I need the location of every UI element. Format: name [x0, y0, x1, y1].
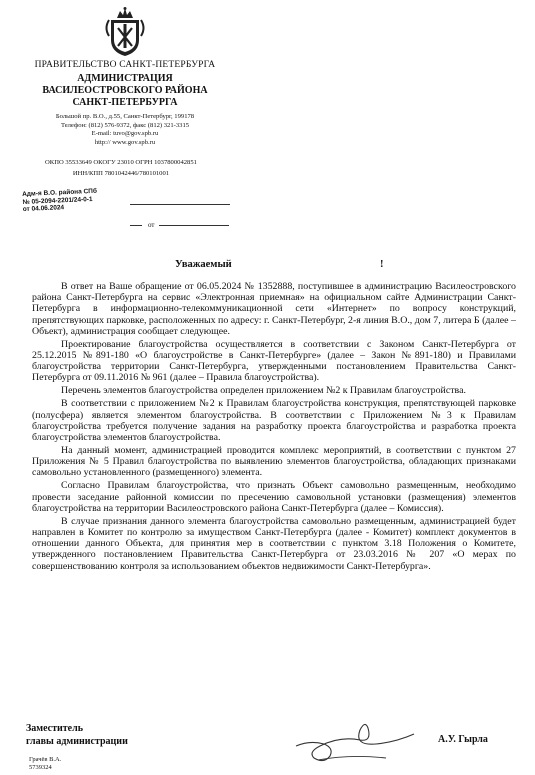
- registration-stamp: [22, 187, 113, 214]
- signatory-title-line-1: Заместитель: [26, 723, 84, 734]
- coat-of-arms-emblem: [103, 6, 147, 58]
- paragraph: В соответствии с приложением №2 к Правилам благоустройства конструкция, препятствующей парковке (полусфера) является элементом благоустройства. В соответствии с Приложением №3 к Правилам благоустройства требуется получение задания на разработку проекта благоустройства и разработка проекта благоустройства элементов благоустройства.: [32, 398, 516, 444]
- executor-name: Грачёв В.А.: [29, 756, 62, 763]
- reference-date-blank: [159, 225, 229, 226]
- executor-info: [29, 756, 61, 773]
- greeting: Уважаемый: [175, 259, 232, 270]
- address: Большой пр. В.О., д.55, Санкт-Петербург, 199178: [55, 113, 195, 120]
- admin-line-3: САНКТ-ПЕТЕРБУРГА: [72, 97, 178, 108]
- stamp-line-3: от 04.06.2024: [22, 204, 65, 214]
- paragraph: На данный момент, администрацией проводится комплекс мероприятий, в соответствии с пунктом 27 Приложения № 5 Правил благоустройства по выявлению элементов благоустройства, обладающих признаками самовольно установленного (размещенного) элемента.: [32, 445, 516, 479]
- government-name: ПРАВИТЕЛЬСТВО САНКТ-ПЕТЕРБУРГА: [34, 60, 216, 70]
- stamp-line-2: № 05-2094-2201/24-0-1: [22, 195, 93, 206]
- admin-line-2: ВАСИЛЕОСТРОВСКОГО РАЙОНА: [42, 85, 208, 96]
- paragraph: В ответ на Ваше обращение от 06.05.2024 № 1352888, поступившее в администрацию Василеостровского района Санкт-Петербурга на сервис «Электронная приемная» на официальном сайте Администрации Санкт-Петербурга в информационно-телекоммуникационной сети «Интернет» по вопросу конструкций, препятствующих парковке, расположенных по адресу: г. Санкт-Петербург, 2-я линия В.О., дом 7, литера Б (далее – Объект), администрация сообщает следующее.: [32, 281, 516, 337]
- administration-title: [20, 73, 230, 109]
- paragraph: Проектирование благоустройства осуществляется в соответствии с Законом Санкт-Петербурга от 25.12.2015 №891-180 «О благоустройстве в Санкт-Петербурге» (далее – Закон №891-180) и Правилами благоустройства территории Санкт-Петербурга, утвержденными постановлением Правительства Санкт-Петербурга от 09.11.2016 № 961 (далее – Правила благоустройства).: [32, 338, 516, 384]
- signatory-title-line-2: главы администрации: [26, 736, 128, 747]
- reference-number-blank: [130, 225, 142, 226]
- phone-fax: Телефон: (812) 576-9372, факс (812) 321-3315: [60, 121, 190, 129]
- contact-info: [20, 113, 230, 147]
- reference-date-row: [130, 221, 270, 229]
- email: E-mail: tuvo@gov.spb.ru: [91, 130, 159, 138]
- admin-line-1: АДМИНИСТРАЦИЯ: [77, 73, 173, 84]
- signatory-name: А.У. Гырла: [438, 734, 488, 745]
- paragraph: Согласно Правилам благоустройства, что признать Объект самовольно размещенным, необходимо провести заседание районной комиссии по пресечению самовольной установки (размещения) элементов благоустройства на территории Василеостровского района Санкт-Петербурга (далее – Комиссия).: [32, 480, 516, 514]
- website: http:// www.gov.spb.ru: [94, 138, 156, 146]
- executor-phone: 5739324: [29, 764, 52, 772]
- signatory-title: [26, 722, 128, 748]
- okpo-okogu-ogrn: ОКПО 35533649 ОКОГУ 23010 ОГРН 1037800042851: [45, 159, 197, 166]
- inn-kpp: ИНН/КПП 7801042446/780101001: [72, 170, 170, 177]
- handwritten-signature: [290, 716, 425, 768]
- greeting-exclamation: !: [380, 259, 384, 270]
- letter-body: [32, 281, 516, 574]
- paragraph: Перечень элементов благоустройства определен приложением №2 к Правилам благоустройства.: [61, 385, 466, 397]
- stamp-line-1: Адм-я В.О. района СПб: [22, 187, 98, 198]
- registry-codes: [6, 157, 236, 179]
- paragraph: В случае признания данного элемента благоустройства самовольно размещенным, администрацией будет направлен в Комитет по контролю за имуществом Санкт-Петербурга (далее - Комитет) комплект документов в отношении данного Объекта, для принятия мер в соответствии с пунктом 3.18 Положения о Комитете, утвержденного постановлением Правительства Санкт-Петербурга от 23.03.2016 № 207 «О мерах по совершенствованию контроля за использованием объектов недвижимости Санкт-Петербурга».: [32, 515, 516, 572]
- reference-number-line: [130, 204, 230, 205]
- ot-label: от: [148, 221, 155, 229]
